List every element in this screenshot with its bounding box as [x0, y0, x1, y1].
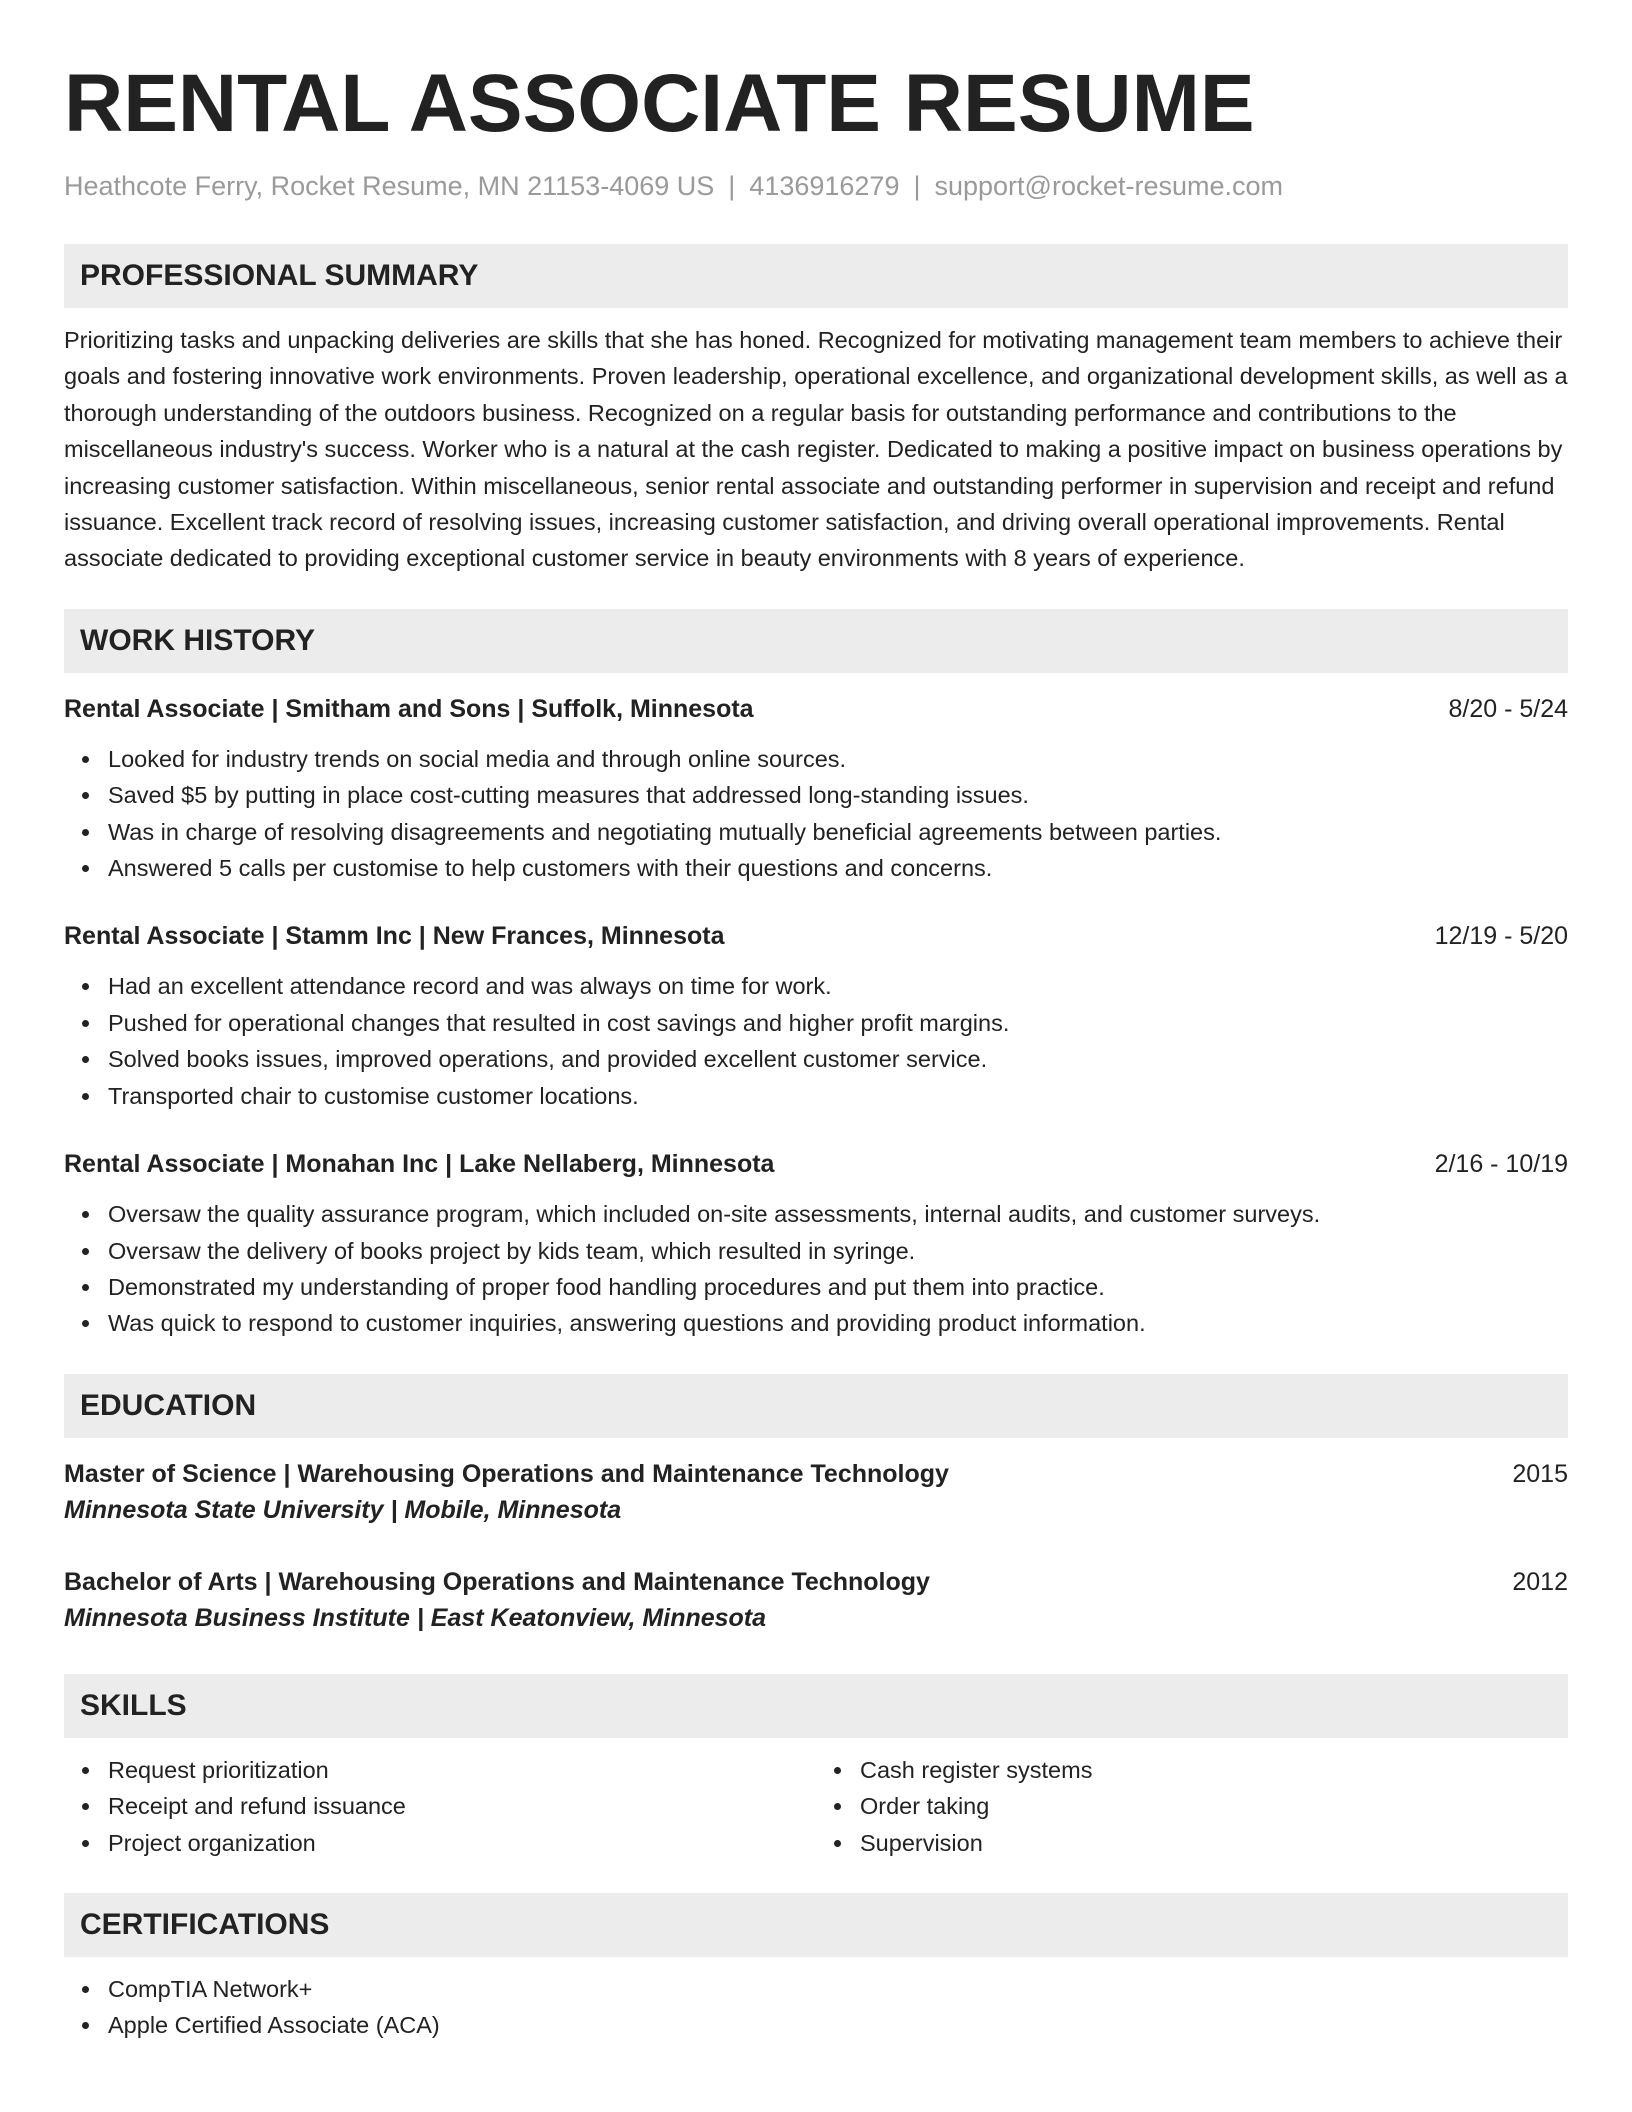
- job-dates: 12/19 - 5/20: [1434, 922, 1568, 951]
- certification-item: Apple Certified Associate (ACA): [108, 2007, 1568, 2043]
- job-entry: [64, 691, 1568, 887]
- job-bullet: Was quick to respond to customer inquiries, answering questions and providing product information.: [108, 1305, 1568, 1341]
- job-bullet: Was in charge of resolving disagreements and negotiating mutually beneficial agreements between parties.: [108, 814, 1568, 850]
- summary-text: Prioritizing tasks and unpacking deliveries are skills that she has honed. Recognized for motivating management team members to achieve their goals and fostering innovative work environments. Proven leadership, operational excellence, and organizational development skills, as well as a thorough understanding of the outdoors business. Recognized on a regular basis for outstanding performance and contributions to the miscellaneous industry's success. Worker who is a natural at the cash register. Dedicated to making a positive impact on business operations by increasing customer satisfaction. Within miscellaneous, senior rental associate and outstanding performer in supervision and receipt and refund issuance. Excellent track record of resolving issues, increasing customer satisfaction, and driving overall operational improvements. Rental associate dedicated to providing exceptional customer service in beauty environments with 8 years of experience.: [64, 327, 1568, 572]
- job-bullet: Solved books issues, improved operations, and provided excellent customer service.: [108, 1041, 1568, 1077]
- job-bullets: [64, 741, 1568, 887]
- education-section-header: EDUCATION: [64, 1374, 1568, 1438]
- job-bullets: [64, 968, 1568, 1114]
- skill-item: Cash register systems: [860, 1752, 1568, 1788]
- job-title: Rental Associate | Smitham and Sons | Suffolk, Minnesota: [64, 694, 754, 723]
- skill-item: Receipt and refund issuance: [108, 1788, 816, 1824]
- contact-phone: 4136916279: [749, 171, 900, 201]
- job-bullet: Oversaw the quality assurance program, which included on-site assessments, internal audits, and customer surveys.: [108, 1196, 1568, 1232]
- education-school: Minnesota State University | Mobile, Minnesota: [64, 1495, 622, 1524]
- certification-item: CompTIA Network+: [108, 1971, 1568, 2007]
- job-bullet: Answered 5 calls per customise to help customers with their questions and concerns.: [108, 850, 1568, 886]
- contact-email: support@rocket-resume.com: [934, 171, 1284, 201]
- certifications-list: [64, 1971, 1568, 2044]
- education-degree: Master of Science | Warehousing Operations and Maintenance Technology: [64, 1459, 949, 1488]
- job-dates: 8/20 - 5/24: [1448, 694, 1568, 723]
- skills-column-right: [816, 1752, 1568, 1861]
- summary-section-header: PROFESSIONAL SUMMARY: [64, 244, 1568, 308]
- skill-item: Supervision: [860, 1825, 1568, 1861]
- job-bullet: Transported chair to customise customer locations.: [108, 1078, 1568, 1114]
- job-bullet: Saved $5 by putting in place cost-cutting measures that addressed long-standing issues.: [108, 777, 1568, 813]
- education-degree: Bachelor of Arts | Warehousing Operations and Maintenance Technology: [64, 1567, 930, 1596]
- work-history-section-header: WORK HISTORY: [64, 609, 1568, 673]
- job-bullet: Looked for industry trends on social media and through online sources.: [108, 741, 1568, 777]
- education-year: 2012: [1512, 1567, 1568, 1596]
- contact-line: [64, 168, 1568, 204]
- skills-list: [64, 1738, 1568, 1861]
- skills-section-header: SKILLS: [64, 1674, 1568, 1738]
- skill-item: Request prioritization: [108, 1752, 816, 1788]
- job-bullet: Oversaw the delivery of books project by kids team, which resulted in syringe.: [108, 1233, 1568, 1269]
- contact-separator: |: [728, 171, 736, 201]
- job-entry: [64, 918, 1568, 1114]
- job-entry: [64, 1146, 1568, 1342]
- job-title: Rental Associate | Monahan Inc | Lake Nellaberg, Minnesota: [64, 1150, 775, 1179]
- job-bullet: Pushed for operational changes that resulted in cost savings and higher profit margins.: [108, 1005, 1568, 1041]
- job-dates: 2/16 - 10/19: [1434, 1150, 1568, 1179]
- resume-title: RENTAL ASSOCIATE RESUME: [64, 58, 1255, 149]
- skill-item: Order taking: [860, 1788, 1568, 1824]
- job-bullets: [64, 1196, 1568, 1342]
- job-title: Rental Associate | Stamm Inc | New Frances, Minnesota: [64, 922, 725, 951]
- education-entry: [64, 1564, 1568, 1636]
- certifications-section-header: CERTIFICATIONS: [64, 1893, 1568, 1957]
- job-bullet: Had an excellent attendance record and was always on time for work.: [108, 968, 1568, 1004]
- job-bullet: Demonstrated my understanding of proper food handling procedures and put them into practice.: [108, 1269, 1568, 1305]
- contact-address: Heathcote Ferry, Rocket Resume, MN 21153-4069 US: [64, 171, 715, 201]
- skill-item: Project organization: [108, 1825, 816, 1861]
- contact-separator: |: [913, 171, 921, 201]
- education-year: 2015: [1512, 1459, 1568, 1488]
- education-school: Minnesota Business Institute | East Keatonview, Minnesota: [64, 1603, 767, 1632]
- education-entry: [64, 1456, 1568, 1528]
- skills-column-left: [64, 1752, 816, 1861]
